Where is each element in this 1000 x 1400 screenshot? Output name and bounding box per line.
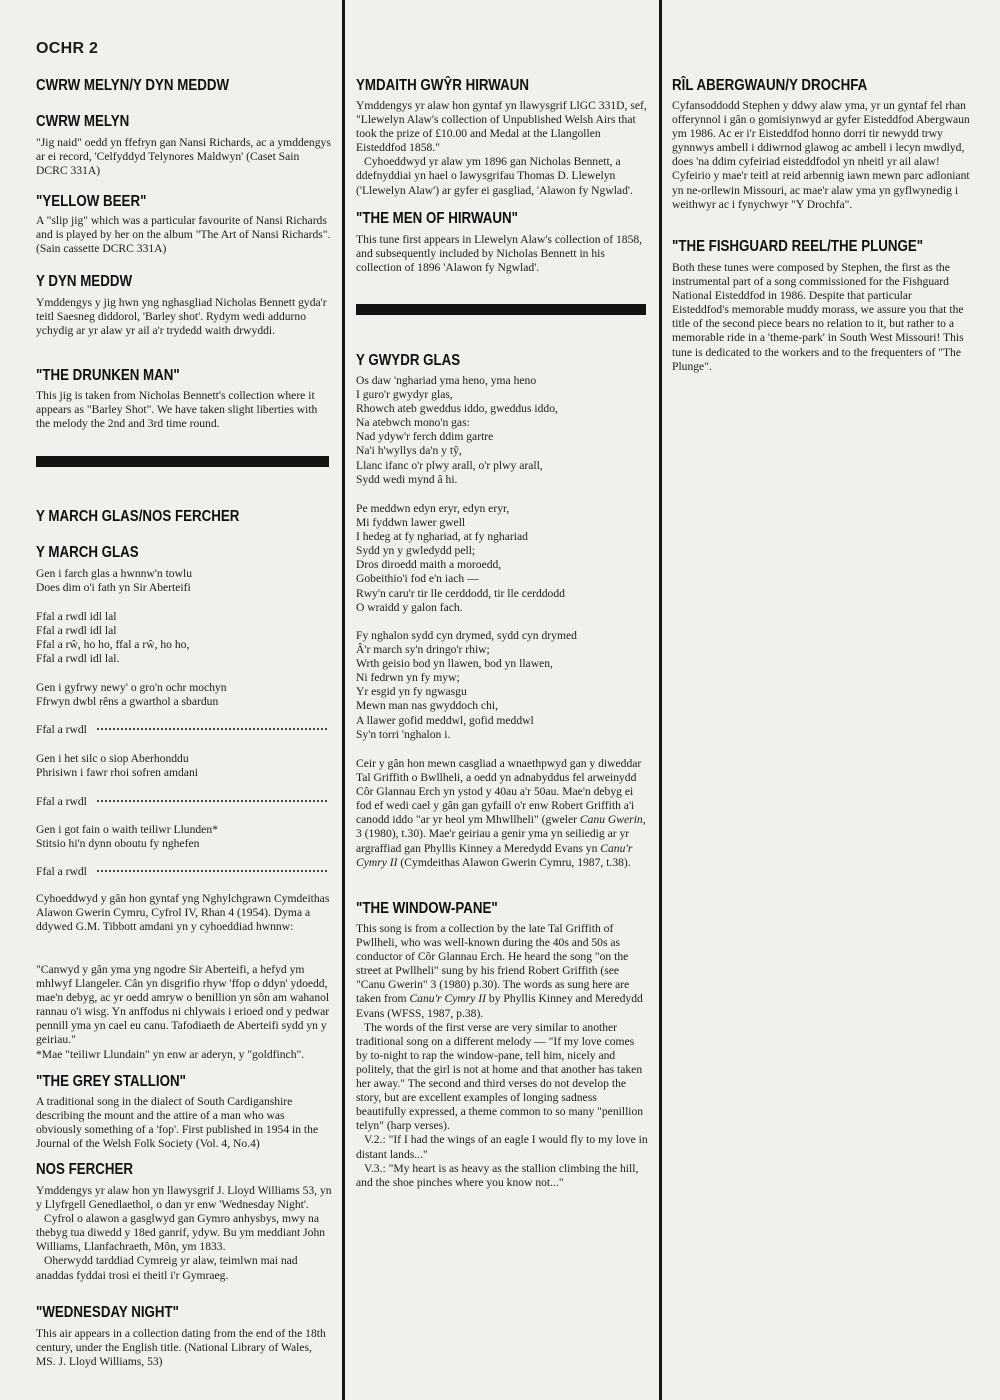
text-wednesday-night: This air appears in a collection dating from the end of the 18th century, under the English title. (National Library of Wales, MS. J. Lloyd Williams, 53) — [36, 1327, 326, 1369]
text-gwydr-a: Ceir y gân hon mewn casgliad a wnaethpwyd gan y diweddar Tal Griffith o Bwllheli, a oedd yn adnabyddus fel arweinydd Côr Glannau Erch yn ystod y 40au a'r 50au. Mae'n debyg ei fod ef wedi cael y gân gan gyfaill o'r enw Robert Griffith a'i canodd iddo "ar yr heol ym Mhwllheli" (gweler — [356, 757, 642, 827]
verse-gwydr-glas-3: Fy nghalon sydd cyn drymed, sydd cyn drymed Â'r march sy'n dringo'r rhiw; Wrth geisio bod yn llawen, bod yn llawen, Ni fedrwn yn fy myw; Yr esgid yn fy ngwasgu Mewn man nas gwyddoch chi, A llawer gofid meddwl, gofid meddwl Sy'n torri 'nghalon i. — [356, 629, 577, 741]
heading-ril-abergwaun: RÎL ABERGWAUN/Y DROCHFA — [672, 77, 868, 94]
verse-march-glas-2: Gen i gyfrwy newy' o gro'n ochr mochyn Ffrwyn dwbl rêns a gwarthol a sbardun — [36, 681, 227, 709]
text-gwydr-b: , 3 (1980), t.30). Mae'r geiriau a genir yma yn seiliedig ar yr argraffiad gan Phyllis Kinney a Meredydd Evans yn — [356, 813, 646, 855]
text-ymdaith-2: Cyhoeddwyd yr alaw ym 1896 gan Nicholas Bennett, a ddefnyddiai yn hael o lawysgrifau Thomas D. Llewelyn ('Llewelyn Alaw') ar gyfer ei gasgliad, 'Alawon fy Ngwlad'. — [356, 155, 633, 197]
heading-men-of-hirwaun: "THE MEN OF HIRWAUN" — [356, 210, 518, 227]
text-march-glas-quote: "Canwyd y gân yma yng ngodre Sir Aberteifi, a hefyd ym mhlwyf Llangeler. Cân yn disgrifio rhyw 'ffop o ddyn' ydoedd, mae'n debyg, ac yr oedd amryw o benillion yn sôn am wahanol rannau o'i wisg. Yn anffodus ni chlywais i erioed ond y pedwar pennill yma yn cael eu canu. Tafodiaeth de Aberteifi sydd yn y geiriau." — [36, 963, 330, 1047]
heading-nos-fercher: NOS FERCHER — [36, 1161, 134, 1178]
column-rule-2 — [659, 0, 662, 1400]
heading-grey-stallion: "THE GREY STALLION" — [36, 1073, 186, 1090]
text-ymdaith — [356, 99, 648, 198]
text-nos-fercher — [36, 1184, 332, 1283]
heading-wednesday-night: "WEDNESDAY NIGHT" — [36, 1304, 180, 1321]
text-y-dyn-meddw: Ymddengys y jig hwn yng nghasgliad Nicholas Bennett gyda'r teitl Saesneg diddorol, 'Barley shot'. Rydym wedi addurno ychydig ar yr alaw yr ail a'r trydedd waith drwyddi. — [36, 296, 327, 338]
text-nos-fercher-1: Ymddengys yr alaw hon yn llawysgrif J. Lloyd Williams 53, yn y Llyfrgell Genedlaethol, o dan yr enw 'Wednesday Night'. — [36, 1184, 332, 1212]
text-march-glas-footnote: *Mae "teiliwr Llundain" yn enw ar aderyn, y "goldfinch". — [36, 1048, 305, 1061]
dotted-leader — [97, 870, 327, 872]
text-ril-abergwaun: Cyfansoddodd Stephen y ddwy alaw yma, yr un gyntaf fel rhan offerynnol i gân o gomisiynwyd ar gyfer Eisteddfod Abergwaun ym 1986. Ac er i'r Eisteddfod honno dorri tir newydd trwy gynnwys ambell i ddiwrnod glawog ac ambell i lecyn mwdlyd, does 'na ddim cyfeiriad eisteddfodol yn nheitl yr ail alaw! Cyfeirio y mae'r teitl at reid arbennig iawn mewn parc adloniant yn ne-orllewin Missouri, ac mae'r alaw yma yn gyflwynedig i weithwyr ac i fynychwyr "Y Drochfa". — [672, 99, 970, 211]
heading-y-gwydr-glas: Y GWYDR GLAS — [356, 352, 461, 369]
section-title-y-march-glas-nos-fercher: Y MARCH GLAS/NOS FERCHER — [36, 508, 240, 525]
heading-y-dyn-meddw: Y DYN MEDDW — [36, 273, 133, 290]
section-divider-bar — [36, 456, 329, 467]
column-rule-1 — [342, 0, 345, 1400]
text-grey-stallion: A traditional song in the dialect of South Cardiganshire describing the mount and the attire of a man who was obviously something of a 'fop'. First published in 1954 in the Journal of the Welsh Folk Society (Vol. 4, No.4) — [36, 1095, 319, 1151]
text-window-pane — [356, 922, 648, 1190]
heading-window-pane: "THE WINDOW-PANE" — [356, 900, 498, 917]
text-window-pane-1b: by Phyllis Kinney and Meredydd Evans (WFSS, 1987, p.38). — [356, 992, 643, 1020]
heading-y-march-glas: Y MARCH GLAS — [36, 544, 139, 561]
verse-march-glas-4: Gen i got fain o waith teiliwr Llunden* Stitsio hi'n dynn oboutu fy nghefen — [36, 823, 218, 851]
text-cwrw-melyn: "Jig naid" oedd yn ffefryn gan Nansi Richards, ac a ymddengys ar ei record, 'Celfyddyd Telynores Maldwyn' (Caset Sain DCRC 331A) — [36, 136, 331, 178]
refrain-line-1 — [36, 723, 327, 737]
verse-gwydr-glas-2: Pe meddwn edyn eryr, edyn eryr, Mi fyddwn lawer gwell I hedeg at fy nghariad, at fy nghariad Sydd yn y gwledydd pell; Dros diroedd maith a moroedd, Gobeithio'i fod e'n iach — Rwy'n caru'r tir lle cerddodd, tir lle cerddodd O wraidd y galon fach. — [356, 502, 565, 614]
refrain-text-3: Ffal a rwdl — [36, 865, 87, 878]
text-gwydr-c: (Cymdeithas Alawon Gwerin Cymru, 1987, t.38). — [397, 855, 631, 869]
heading-fishguard-reel: "THE FISHGUARD REEL/THE PLUNGE" — [672, 238, 924, 255]
text-yellow-beer: A "slip jig" which was a particular favourite of Nansi Richards and is played by her on the album "The Art of Nansi Richards". (Sain cassette DCRC 331A) — [36, 214, 331, 256]
text-ymdaith-1: Ymddengys yr alaw hon gyntaf yn llawysgrif LlGC 331D, sef, "Llewelyn Alaw's collection of Unpublished Welsh Airs that took the prize of £10.00 and Medal at the Llangollen Eisteddfod 1858." — [356, 99, 647, 155]
text-window-pane-2: The words of the first verse are very similar to another traditional song on a different melody — "If my love comes by to-night to rap the window-pane, tell him, nicely and politely, that the girl is not at home and that another has taken her away." The second and third verses do not develop the story, but are excellent examples of longing sadness beautifully expressed, a theme common to so many "penillion telyn" (harp verses). — [356, 1020, 644, 1133]
refrain-line-2 — [36, 795, 327, 809]
text-window-pane-4: V.3.: "My heart is as heavy as the stallion climbing the hill, and the shoe pinches where you know not..." — [356, 1161, 639, 1189]
refrain-line-3 — [36, 865, 327, 879]
dotted-leader — [97, 728, 327, 730]
verse-gwydr-glas-1: Os daw 'nghariad yma heno, yma heno I guro'r gwydyr glas, Rhowch ateb gweddus iddo, gweddus iddo, Na atebwch mono'n gas: Nad ydyw'r ferch ddim gartre Na'i h'wyllys da'n y tŷ, Llanc ifanc o'r plwy arall, o'r plwy arall, Sydd wedi mynd â hi. — [356, 374, 558, 486]
verse-march-glas-3: Gen i het silc o siop Aberhonddu Phrisiwn i fawr rhoi sofren amdani — [36, 752, 198, 780]
dotted-leader — [97, 800, 327, 802]
refrain-text-2: Ffal a rwdl — [36, 795, 87, 808]
heading-cwrw-melyn: CWRW MELYN — [36, 113, 130, 130]
text-fishguard-reel: Both these tunes were composed by Stephen, the first as the instrumental part of a song commissioned for the Fishguard National Eisteddfod in 1986. Despite that particular Eisteddfod's memorable muddy morass, we assure you that the title of the second piece bears no relation to it, but rather to a memorable ride in a 'theme-park' in South West Missouri! This tune is dedicated to the workers and to the frequenters of "The Plunge". — [672, 261, 964, 373]
section-divider-bar — [356, 304, 646, 315]
heading-yellow-beer: "YELLOW BEER" — [36, 193, 147, 210]
title-canu-gwerin: Canu Gwerin — [579, 813, 643, 827]
text-drunken-man: This jig is taken from Nicholas Bennett's collection where it appears as "Barley Shot". We have taken slight liberties with the melody the 2nd and 3rd time round. — [36, 389, 318, 431]
text-window-pane-1a: This song is from a collection by the late Tal Griffith of Pwllheli, who was well-known during the 40s and 50s as conductor of Côr Glannau Erch. He heard the song "on the street at Pwllheli" sung by his friend Robert Griffith (see "Canu Gwerin" 3 (1980) p.30). The words as sung here are taken from — [356, 922, 630, 1006]
section-title-cwrw-melyn-y-dyn-meddw: CWRW MELYN/Y DYN MEDDW — [36, 77, 230, 94]
title-canur-cymry-2: Canu'r Cymry II — [409, 992, 486, 1006]
text-nos-fercher-2: Cyfrol o alawon a gasglwyd gan Gymro anhysbys, mwy na thebyg tua diwedd y 18ed ganrif, ydyw. Bu ym meddiant John Williams, Llanfachraeth, Môn, ym 1833. — [36, 1212, 326, 1254]
page-label: OCHR 2 — [36, 40, 99, 57]
text-window-pane-1 — [356, 922, 648, 1021]
text-window-pane-3: V.2.: "If I had the wings of an eagle I would fly to my love in distant lands..." — [356, 1133, 648, 1161]
verse-march-glas-1: Gen i farch glas a hwnnw'n towlu Does dim o'i fath yn Sir Aberteifi — [36, 567, 192, 595]
chorus-march-glas: Ffal a rwdl idl lal Ffal a rwdl idl lal Ffal a rŵ, ho ho, ffal a rŵ, ho ho, Ffal a rwdl idl lal. — [36, 610, 190, 666]
title-canur-cymry: Canu'r Cymry II — [356, 841, 633, 869]
refrain-text-1: Ffal a rwdl — [36, 723, 87, 736]
text-men-of-hirwaun: This tune first appears in Llewelyn Alaw's collection of 1858, and subsequently included by Nicholas Bennett in his collection of 1896 'Alawon fy Ngwlad'. — [356, 233, 643, 275]
heading-drunken-man: "THE DRUNKEN MAN" — [36, 367, 180, 384]
text-gwydr-glas-notes — [356, 757, 648, 870]
text-march-glas-source: Cyhoeddwyd y gân hon gyntaf yng Nghylchgrawn Cymdeithas Alawon Gwerin Cymru, Cyfrol IV, Rhan 4 (1954). Dyma a ddywed G.M. Tibbott amdani yn y cyhoeddiad hwnnw: — [36, 892, 330, 934]
text-nos-fercher-3: Oherwydd tarddiad Cymreig yr alaw, teimlwn mai nad anaddas fyddai trosi ei theitl i'r Gymraeg. — [36, 1254, 298, 1282]
heading-ymdaith-gwyr-hirwaun: YMDAITH GWŶR HIRWAUN — [356, 77, 530, 94]
